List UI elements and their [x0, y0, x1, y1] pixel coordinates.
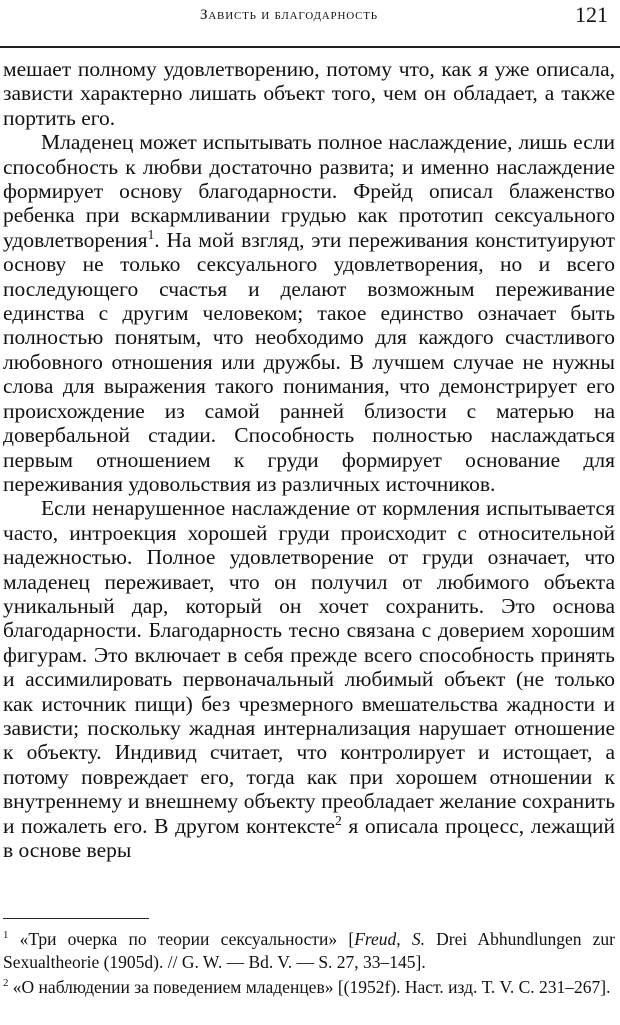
- footnote-2-number: 2: [3, 977, 9, 990]
- running-title: Зависть и благодарность: [200, 7, 378, 23]
- paragraph-3: [3, 496, 615, 862]
- footnote-divider: [3, 918, 149, 919]
- footnote-ref-1[interactable]: 1: [147, 226, 155, 242]
- footnote-1-author: Freud, S.: [354, 929, 425, 949]
- paragraph-3-text-b: я описала процесс, лежащий в основе веры: [3, 813, 616, 862]
- paragraph-3-text-a: Если ненарушенное наслаждение от кормления испытывается часто, интроекция хорошей груди происходит с относительной надежностью. Полное удовлетворение от груди означает, что младенец переживает, что он получил от любимого объекта уникальный дар, который он хочет сохранить. Это основа благодарности. Благодарность тесно связана с доверием хорошим фигурам. Это включает в себя прежде всего способность принять и ассимилировать первоначальный любимый объект (не только как источник пищи) без чрезмерного вмешательства жадности и зависти; поскольку жадная интернализация нарушает отношение к объекту. Индивид считает, что контролирует и истощает, а потому повреждает его, тогда как при хорошем отношении к внутреннему и внешнему объекту преобладает желание сохранить и пожалеть его. В другом контексте: [3, 496, 615, 838]
- footnote-2-text: «О наблюдении за поведением младенцев» [(1952f). Наст. изд. Т. V. С. 231–267].: [12, 977, 611, 997]
- footnote-ref-2[interactable]: 2: [335, 812, 342, 828]
- footnote-1-text-a: «Три очерка по теории сексуальности» [: [19, 929, 355, 949]
- page-header: [0, 0, 620, 48]
- paragraph-2: [3, 130, 615, 496]
- footnote-1-number: 1: [3, 929, 9, 942]
- footnote-1: [3, 928, 615, 974]
- paragraph-2-text-b: . На мой взгляд, эти переживания конституируют основу не только сексуального удовлетворения, но и всего последующего счастья и делают возможным переживание единства с другим человеком; такое единство означает быть полностью понятым, что необходимо для каждого счастливого любовного отношения или дружбы. В лучшем случае не нужны слова для выражения такого понимания, что демонстрирует его происхождение из самой ранней близости с матерью на довербальной стадии. Способность полностью наслаждаться первым отношением к груди формирует основание для переживания удовольствия из различных источников.: [3, 227, 615, 496]
- footnote-1-text-b: Drei Abhundlungen zur Sexualtheorie (1905d). // G. W. — Bd. V. — S. 27, 33–145].: [3, 929, 616, 972]
- paragraph-2-text-a: Младенец может испытывать полное наслаждение, лишь если способность к любви достаточно развита; и именно наслаждение формирует основу благодарности. Фрейд описал блаженство ребенка при вскармливании грудью как прототип сексуального удовлетворения: [3, 130, 615, 252]
- footnote-2: [3, 976, 615, 999]
- page-number: 121: [575, 2, 608, 27]
- paragraph-1: мешает полному удовлетворению, потому что, как я уже описала, зависти характерно лишать объект того, чем он обладает, а также портить его.: [3, 57, 615, 130]
- body-text: [3, 57, 615, 862]
- footnotes: [3, 928, 615, 1001]
